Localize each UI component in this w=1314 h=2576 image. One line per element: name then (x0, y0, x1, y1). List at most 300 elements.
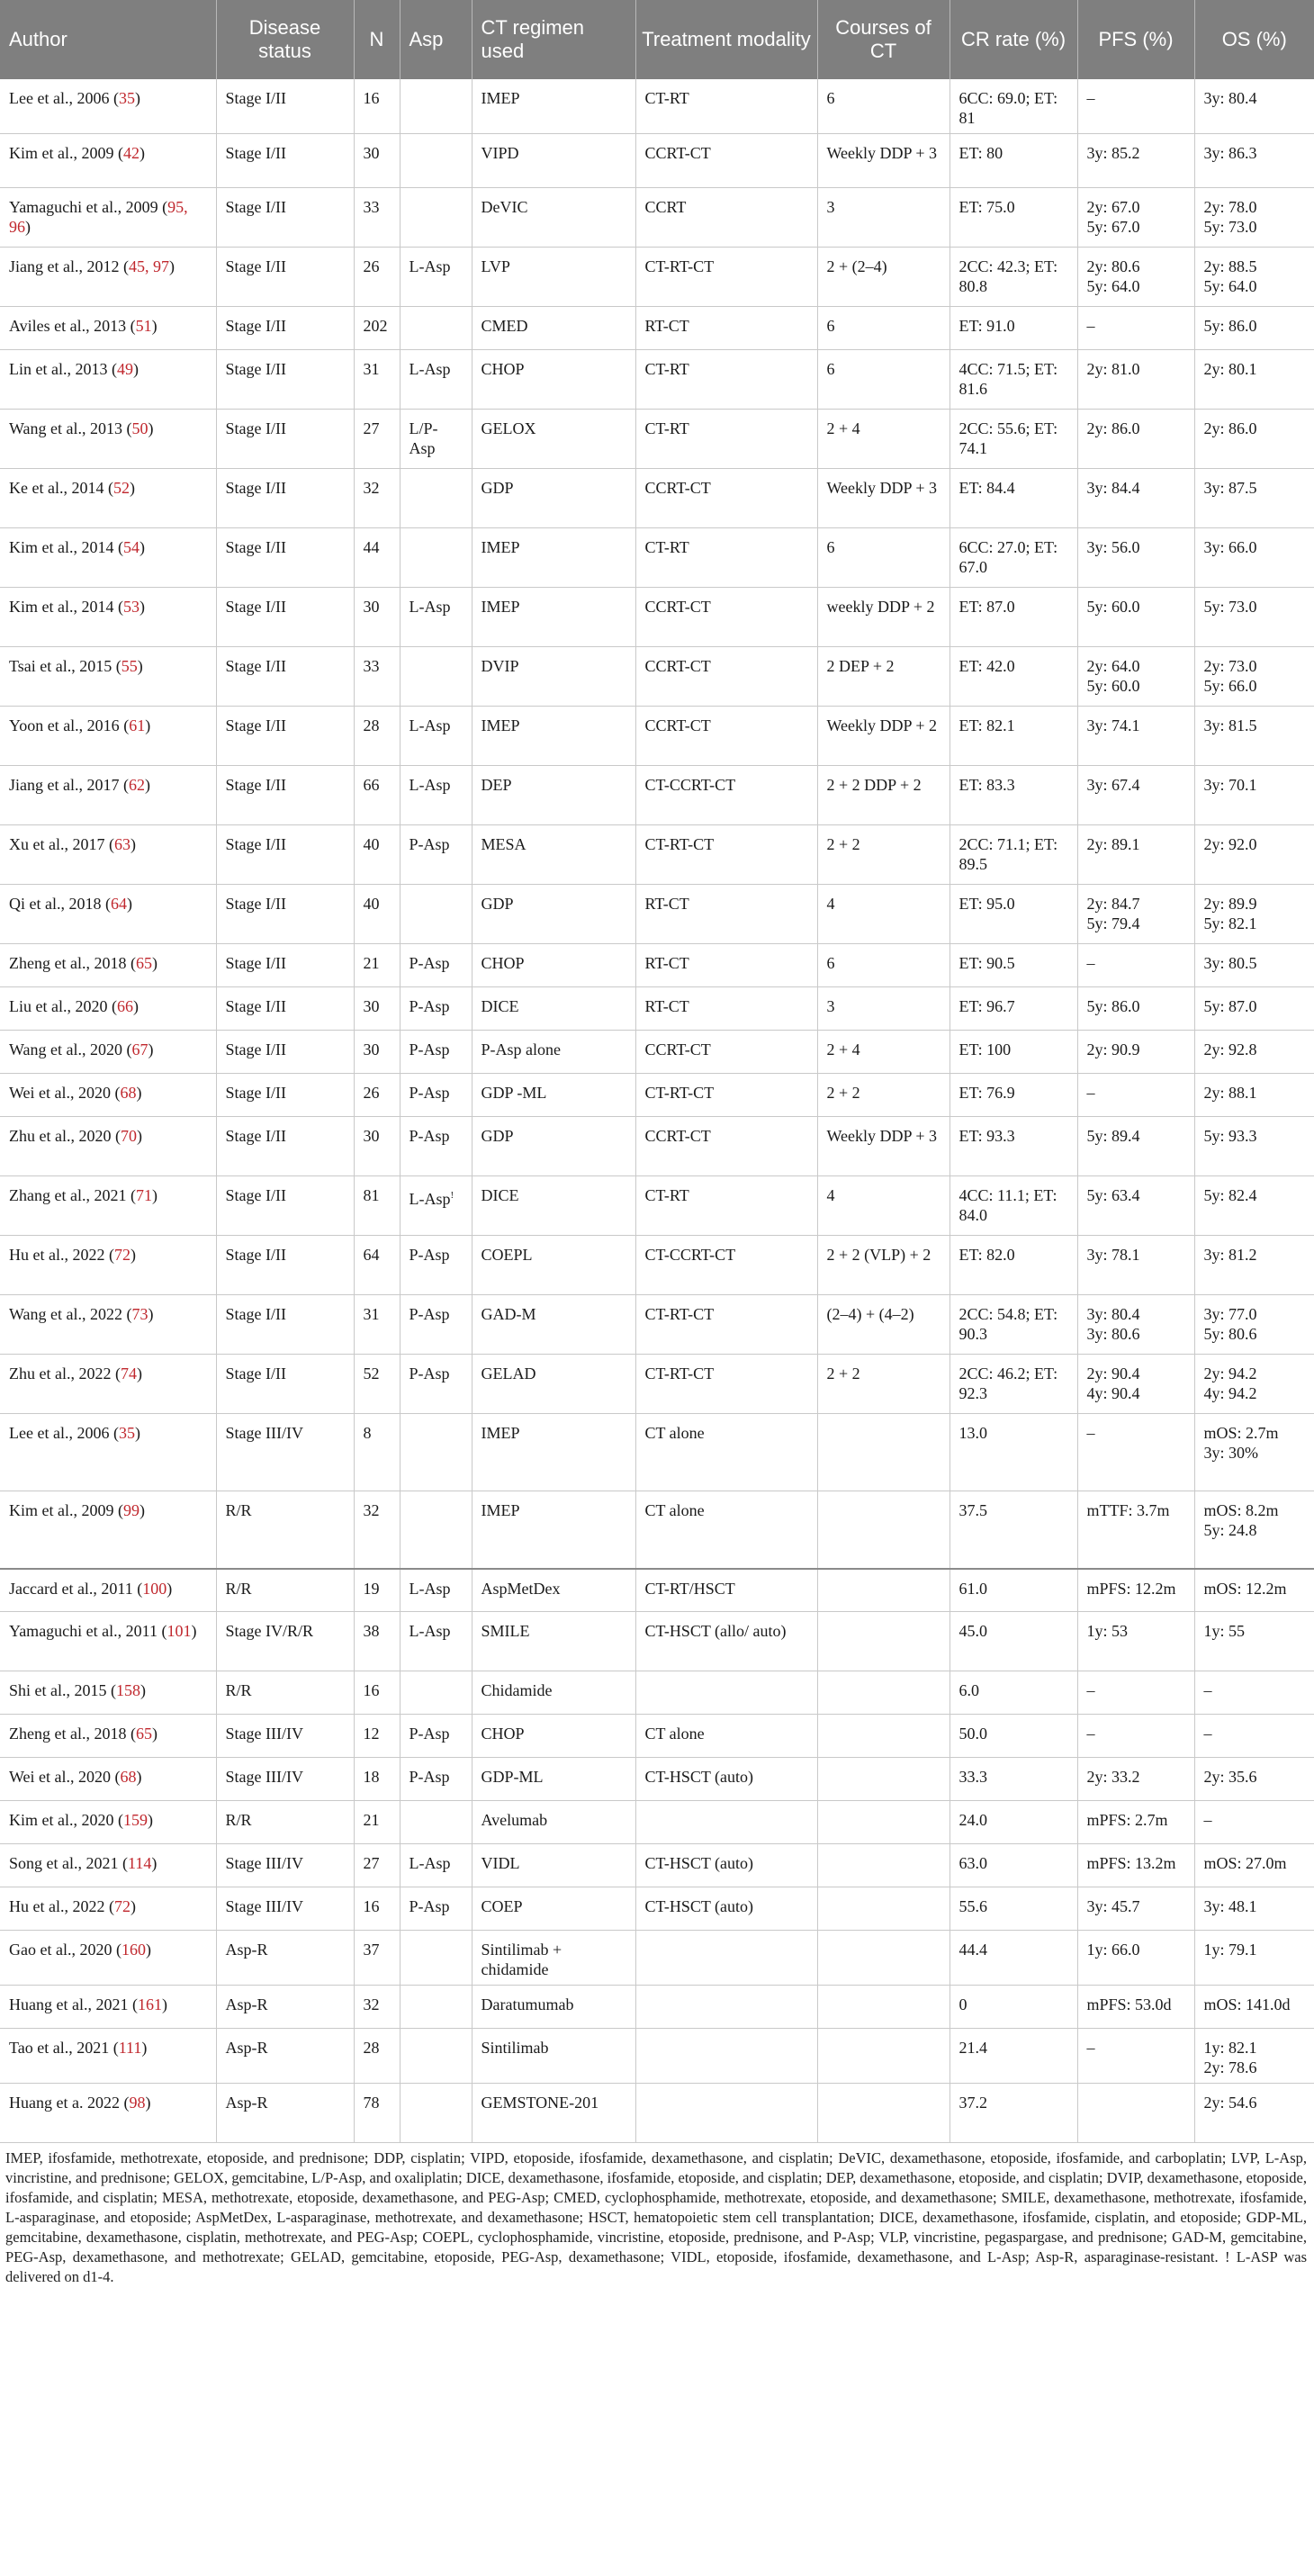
cell-pfs-text: mTTF: 3.7m (1086, 1501, 1170, 1519)
author-name: Kim et al., 2020 (9, 1811, 114, 1829)
cell-courses (817, 825, 950, 885)
cell-author: Lee et al., 2006 (35) (0, 79, 216, 134)
cell-disease-status-text: Stage I/II (225, 360, 286, 378)
author-name: Lin et al., 2013 (9, 360, 108, 378)
cell-ct-regimen-text: CMED (481, 317, 528, 335)
reference-link[interactable]: 159 (122, 1811, 148, 1829)
cell-courses-text: 2 + 2 (826, 1365, 860, 1383)
cell-ct-regimen-text: GDP (481, 1127, 514, 1145)
cell-os (1194, 825, 1314, 885)
cell-disease-status-text: Stage I/II (225, 657, 286, 675)
cell-os-text: 2y: 88.1 (1203, 1084, 1257, 1102)
cell-treatment-modality-text: CT-HSCT (allo/ auto) (644, 1622, 787, 1640)
cell-courses (817, 885, 950, 944)
cell-os-text: 2y: 80.1 (1203, 360, 1257, 378)
reference-link[interactable]: 61 (129, 716, 146, 734)
cell-treatment-modality-text: CT alone (644, 1725, 705, 1743)
cell-ct-regimen (472, 944, 635, 987)
cell-author: Jiang et al., 2012 (45, 97) (0, 248, 216, 307)
cell-disease-status (216, 1931, 354, 1986)
cell-author: Lee et al., 2006 (35) (0, 1414, 216, 1491)
cell-pfs-text: 3y: 74.1 (1086, 716, 1140, 734)
cell-asp (400, 1931, 472, 1986)
cell-asp-text: P-Asp (409, 1246, 450, 1264)
cell-treatment-modality (635, 134, 817, 188)
cell-author: Wang et al., 2022 (73) (0, 1295, 216, 1355)
reference-link[interactable]: 54 (122, 538, 140, 556)
cell-ct-regimen-text: DICE (481, 997, 519, 1015)
reference-link[interactable]: 52 (112, 479, 130, 497)
cell-cr-rate (950, 1295, 1077, 1355)
table-row (0, 1986, 1314, 2029)
cell-os-text: 2y: 35.6 (1203, 1768, 1257, 1786)
cell-cr-rate-text: ET: 76.9 (958, 1084, 1015, 1102)
cell-cr-rate-text: 4CC: 71.5; ET: 81.6 (958, 360, 1058, 398)
cell-n (354, 410, 400, 469)
cell-author: Lin et al., 2013 (49) (0, 350, 216, 410)
reference-link[interactable]: 98 (129, 2094, 146, 2112)
cell-ct-regimen (472, 1236, 635, 1295)
reference-link[interactable]: 68 (120, 1768, 137, 1786)
cell-pfs (1077, 1117, 1194, 1176)
cell-ct-regimen-text: GELOX (481, 419, 536, 437)
author-name: Jiang et al., 2017 (9, 776, 120, 794)
cell-ct-regimen-text: GDP -ML (481, 1084, 547, 1102)
cell-courses (817, 1295, 950, 1355)
cell-courses-text: 6 (826, 954, 835, 972)
cell-n-text: 28 (363, 716, 380, 734)
cell-os-text: 3y: 48.1 (1203, 1897, 1257, 1915)
cell-courses (817, 987, 950, 1031)
table-body (0, 79, 1314, 2143)
cell-courses (817, 1355, 950, 1414)
cell-treatment-modality-text: CCRT-CT (644, 1040, 711, 1058)
cell-n-text: 40 (363, 895, 380, 913)
footnote-marker: ! (450, 1190, 454, 1201)
cell-treatment-modality-text: RT-CT (644, 317, 689, 335)
cell-cr-rate-text: ET: 42.0 (958, 657, 1015, 675)
table-row (0, 410, 1314, 469)
cell-courses (817, 1569, 950, 1612)
reference-link[interactable]: 95, 96 (9, 198, 188, 236)
cell-asp-text: L-Asp (409, 1622, 451, 1640)
cell-treatment-modality (635, 248, 817, 307)
cell-n (354, 1715, 400, 1758)
cell-asp-text: P-Asp (409, 835, 450, 853)
reference-link[interactable]: 160 (121, 1941, 146, 1959)
cell-ct-regimen-text: MESA (481, 835, 526, 853)
author-name: Wang et al., 2020 (9, 1040, 123, 1058)
cell-pfs (1077, 134, 1194, 188)
table-row (0, 1569, 1314, 1612)
cell-treatment-modality (635, 1491, 817, 1569)
cell-cr-rate (950, 766, 1077, 825)
cell-pfs-text: 3y: 85.2 (1086, 144, 1140, 162)
cell-n-text: 27 (363, 1854, 380, 1872)
cell-courses (817, 350, 950, 410)
cell-os (1194, 1355, 1314, 1414)
reference-link[interactable]: 99 (122, 1501, 140, 1519)
cell-disease-status-text: Stage I/II (225, 1365, 286, 1383)
cell-cr-rate (950, 188, 1077, 248)
cell-courses-text: 6 (826, 89, 835, 107)
cell-os (1194, 188, 1314, 248)
cell-ct-regimen (472, 1355, 635, 1414)
cell-treatment-modality-text: CT-RT-CT (644, 257, 715, 275)
cell-treatment-modality (635, 1986, 817, 2029)
cell-n (354, 766, 400, 825)
cell-cr-rate-text: ET: 84.4 (958, 479, 1015, 497)
cell-asp (400, 528, 472, 588)
cell-disease-status (216, 134, 354, 188)
cell-courses (817, 2084, 950, 2143)
cell-treatment-modality (635, 1671, 817, 1715)
cell-author: Liu et al., 2020 (66) (0, 987, 216, 1031)
table-row (0, 1612, 1314, 1671)
cell-disease-status-text: Stage I/II (225, 1040, 286, 1058)
cell-disease-status (216, 1117, 354, 1176)
cell-os-text: 3y: 81.2 (1203, 1246, 1257, 1264)
cell-ct-regimen-text: DeVIC (481, 198, 528, 216)
cell-asp (400, 134, 472, 188)
cell-os (1194, 707, 1314, 766)
cell-ct-regimen (472, 885, 635, 944)
cell-cr-rate-text: ET: 87.0 (958, 598, 1015, 616)
cell-os (1194, 248, 1314, 307)
cell-asp-text: P-Asp (409, 954, 450, 972)
author-name: Kim et al., 2014 (9, 538, 114, 556)
reference-link[interactable]: 66 (116, 997, 133, 1015)
author-name: Zhu et al., 2022 (9, 1365, 112, 1383)
reference-link[interactable]: 68 (120, 1084, 137, 1102)
cell-os-text: mOS: 2.7m 3y: 30% (1203, 1424, 1279, 1462)
reference-link[interactable]: 114 (128, 1854, 152, 1872)
reference-link[interactable]: 158 (116, 1681, 140, 1699)
cell-disease-status (216, 1295, 354, 1355)
cell-ct-regimen-text: GEMSTONE-201 (481, 2094, 599, 2112)
cell-pfs (1077, 1715, 1194, 1758)
cell-os (1194, 1031, 1314, 1074)
cell-n-text: 32 (363, 1995, 380, 2013)
cell-ct-regimen (472, 134, 635, 188)
cell-treatment-modality-text: CT-CCRT-CT (644, 1246, 736, 1264)
cell-os (1194, 944, 1314, 987)
cell-cr-rate-text: ET: 93.3 (958, 1127, 1015, 1145)
cell-treatment-modality (635, 1801, 817, 1844)
cell-n-text: 18 (363, 1768, 380, 1786)
cell-os-text: 3y: 81.5 (1203, 716, 1257, 734)
cell-pfs (1077, 1074, 1194, 1117)
cell-treatment-modality (635, 1414, 817, 1491)
cell-pfs (1077, 350, 1194, 410)
cell-pfs (1077, 766, 1194, 825)
author-name: Zhu et al., 2020 (9, 1127, 112, 1145)
reference-link[interactable]: 71 (135, 1186, 152, 1204)
cell-courses (817, 1414, 950, 1491)
cell-asp (400, 1491, 472, 1569)
cell-pfs-text: 2y: 90.9 (1086, 1040, 1140, 1058)
cell-os-text: mOS: 12.2m (1203, 1579, 1287, 1598)
cell-disease-status (216, 1612, 354, 1671)
cell-pfs-text: – (1086, 1725, 1095, 1743)
cell-asp (400, 588, 472, 647)
reference-link[interactable]: 64 (110, 895, 127, 913)
cell-disease-status-text: Asp-R (225, 1995, 268, 2013)
cell-os-text: 2y: 89.9 5y: 82.1 (1203, 895, 1257, 932)
cell-n-text: 21 (363, 954, 380, 972)
cell-treatment-modality-text: CCRT-CT (644, 479, 711, 497)
cell-disease-status (216, 1758, 354, 1801)
cell-asp (400, 248, 472, 307)
cell-author: Yoon et al., 2016 (61) (0, 707, 216, 766)
cell-n (354, 1931, 400, 1986)
cell-author: Zheng et al., 2018 (65) (0, 944, 216, 987)
reference-link[interactable]: 42 (122, 144, 140, 162)
author-name: Lee et al., 2006 (9, 89, 110, 107)
cell-ct-regimen (472, 1031, 635, 1074)
reference-link[interactable]: 65 (135, 1725, 152, 1743)
cell-treatment-modality (635, 1074, 817, 1117)
cell-n (354, 1491, 400, 1569)
table-row (0, 248, 1314, 307)
table-row (0, 1844, 1314, 1887)
reference-link[interactable]: 161 (137, 1995, 162, 2013)
cell-ct-regimen (472, 987, 635, 1031)
cell-cr-rate (950, 528, 1077, 588)
cell-os-text: 1y: 55 (1203, 1622, 1246, 1640)
cell-ct-regimen (472, 410, 635, 469)
cell-os-text: 3y: 80.4 (1203, 89, 1257, 107)
cell-asp (400, 188, 472, 248)
reference-link[interactable]: 53 (122, 598, 140, 616)
cell-os (1194, 1715, 1314, 1758)
cell-os-text: 3y: 87.5 (1203, 479, 1257, 497)
cell-treatment-modality-text: CT-RT/HSCT (644, 1579, 735, 1598)
reference-link[interactable]: 101 (166, 1622, 192, 1640)
cell-treatment-modality-text: CT-HSCT (auto) (644, 1768, 754, 1786)
cell-disease-status-text: R/R (225, 1811, 252, 1829)
cell-asp (400, 2084, 472, 2143)
cell-n-text: 31 (363, 360, 380, 378)
cell-cr-rate (950, 944, 1077, 987)
reference-link[interactable]: 74 (120, 1365, 137, 1383)
table-row (0, 944, 1314, 987)
cell-ct-regimen-text: Chidamide (481, 1681, 553, 1699)
cell-author: Hu et al., 2022 (72) (0, 1887, 216, 1931)
cell-os (1194, 1491, 1314, 1569)
cell-disease-status-text: R/R (225, 1579, 252, 1598)
cell-treatment-modality (635, 885, 817, 944)
reference-link[interactable]: 111 (118, 2039, 142, 2057)
cell-n-text: 30 (363, 598, 380, 616)
reference-link[interactable]: 100 (142, 1579, 167, 1598)
author-name: Kim et al., 2014 (9, 598, 114, 616)
cell-ct-regimen (472, 825, 635, 885)
cell-n (354, 350, 400, 410)
cell-courses (817, 410, 950, 469)
cell-os (1194, 1671, 1314, 1715)
cell-asp (400, 647, 472, 707)
reference-link[interactable]: 35 (118, 1424, 135, 1442)
cell-asp-text: L-Asp (409, 1190, 451, 1208)
cell-treatment-modality (635, 944, 817, 987)
cell-n-text: 30 (363, 144, 380, 162)
cell-courses (817, 944, 950, 987)
cell-n (354, 825, 400, 885)
cell-disease-status-text: Stage I/II (225, 1246, 286, 1264)
cell-cr-rate (950, 885, 1077, 944)
cell-author: Wei et al., 2020 (68) (0, 1074, 216, 1117)
cell-n-text: 16 (363, 1897, 380, 1915)
col-header-treatment-modality: Treatment modality (635, 0, 817, 79)
cell-courses-text: (2–4) + (4–2) (826, 1305, 914, 1323)
cell-os-text: 5y: 73.0 (1203, 598, 1257, 616)
cell-courses-text: Weekly DDP + 3 (826, 479, 938, 497)
cell-ct-regimen-text: GDP (481, 895, 514, 913)
author-name: Huang et al., 2021 (9, 1995, 129, 2013)
table-header-row (0, 0, 1314, 79)
cell-cr-rate-text: 61.0 (958, 1579, 987, 1598)
cell-courses-text: Weekly DDP + 3 (826, 144, 938, 162)
cell-treatment-modality-text: CT alone (644, 1424, 705, 1442)
reference-link[interactable]: 63 (113, 835, 130, 853)
cell-asp (400, 1117, 472, 1176)
cell-author: Tao et al., 2021 (111) (0, 2029, 216, 2084)
cell-os-text: mOS: 27.0m (1203, 1854, 1287, 1872)
cell-os-text: 5y: 93.3 (1203, 1127, 1257, 1145)
reference-link[interactable]: 67 (131, 1040, 148, 1058)
cell-n (354, 588, 400, 647)
cell-treatment-modality (635, 410, 817, 469)
cell-n-text: 64 (363, 1246, 380, 1264)
cell-n-text: 12 (363, 1725, 380, 1743)
cell-pfs-text: 2y: 84.7 5y: 79.4 (1086, 895, 1140, 932)
cell-cr-rate-text: 44.4 (958, 1941, 987, 1959)
reference-link[interactable]: 73 (131, 1305, 148, 1323)
reference-link[interactable]: 51 (135, 317, 152, 335)
cell-pfs (1077, 944, 1194, 987)
cell-treatment-modality-text: CCRT-CT (644, 657, 711, 675)
cell-pfs (1077, 1844, 1194, 1887)
cell-ct-regimen-text: VIPD (481, 144, 519, 162)
cell-cr-rate (950, 2084, 1077, 2143)
reference-link[interactable]: 45, 97 (128, 257, 169, 275)
cell-os (1194, 588, 1314, 647)
cell-disease-status (216, 307, 354, 350)
cell-courses-text: 6 (826, 538, 835, 556)
cell-cr-rate (950, 1491, 1077, 1569)
cell-os (1194, 987, 1314, 1031)
cell-ct-regimen (472, 1176, 635, 1236)
cell-os (1194, 1887, 1314, 1931)
cell-author: Jaccard et al., 2011 (100) (0, 1569, 216, 1612)
cell-os (1194, 885, 1314, 944)
cell-pfs (1077, 307, 1194, 350)
cell-disease-status (216, 1986, 354, 2029)
cell-ct-regimen (472, 707, 635, 766)
cell-cr-rate-text: ET: 80 (958, 144, 1004, 162)
reference-link[interactable]: 72 (113, 1897, 130, 1915)
cell-pfs-text: 2y: 33.2 (1086, 1768, 1140, 1786)
cell-treatment-modality (635, 1031, 817, 1074)
cell-asp-text: L-Asp (409, 716, 451, 734)
cell-disease-status-text: Stage I/II (225, 716, 286, 734)
cell-disease-status (216, 1176, 354, 1236)
table-row (0, 1236, 1314, 1295)
cell-author: Jiang et al., 2017 (62) (0, 766, 216, 825)
cell-courses (817, 1931, 950, 1986)
cell-pfs-text: – (1086, 317, 1095, 335)
cell-cr-rate-text: 21.4 (958, 2039, 987, 2057)
reference-link[interactable]: 55 (121, 657, 138, 675)
cell-n (354, 647, 400, 707)
reference-link[interactable]: 72 (113, 1246, 130, 1264)
cell-disease-status-text: R/R (225, 1681, 252, 1699)
cell-os (1194, 307, 1314, 350)
cell-asp (400, 1612, 472, 1671)
cell-ct-regimen-text: SMILE (481, 1622, 530, 1640)
reference-link[interactable]: 35 (118, 89, 135, 107)
cell-asp (400, 79, 472, 134)
cell-cr-rate (950, 1715, 1077, 1758)
reference-link[interactable]: 49 (116, 360, 133, 378)
reference-link[interactable]: 65 (135, 954, 152, 972)
cell-pfs (1077, 1887, 1194, 1931)
cell-author: Kim et al., 2020 (159) (0, 1801, 216, 1844)
cell-cr-rate (950, 1887, 1077, 1931)
cell-pfs-text: 2y: 86.0 (1086, 419, 1140, 437)
cell-disease-status (216, 825, 354, 885)
cell-author: Hu et al., 2022 (72) (0, 1236, 216, 1295)
cell-cr-rate-text: 37.5 (958, 1501, 987, 1519)
cell-treatment-modality (635, 987, 817, 1031)
cell-asp-text: P-Asp (409, 1084, 450, 1102)
cell-cr-rate-text: 45.0 (958, 1622, 987, 1640)
cell-os-text: 2y: 92.8 (1203, 1040, 1257, 1058)
cell-ct-regimen (472, 1671, 635, 1715)
table-row (0, 1671, 1314, 1715)
cell-os-text: 2y: 86.0 (1203, 419, 1257, 437)
cell-ct-regimen (472, 1986, 635, 2029)
cell-n (354, 1801, 400, 1844)
cell-cr-rate-text: 2CC: 46.2; ET: 92.3 (958, 1365, 1058, 1402)
cell-disease-status-text: Stage I/II (225, 776, 286, 794)
cell-treatment-modality (635, 469, 817, 528)
cell-courses (817, 1801, 950, 1844)
cell-courses (817, 647, 950, 707)
cell-ct-regimen (472, 469, 635, 528)
cell-courses-text: 2 + 2 (VLP) + 2 (826, 1246, 932, 1264)
cell-pfs-text: 2y: 81.0 (1086, 360, 1140, 378)
author-name: Tsai et al., 2015 (9, 657, 112, 675)
cell-ct-regimen (472, 1414, 635, 1491)
reference-link[interactable]: 50 (131, 419, 148, 437)
cell-courses-text: 2 + 4 (826, 1040, 860, 1058)
cell-n (354, 885, 400, 944)
cell-cr-rate-text: 24.0 (958, 1811, 987, 1829)
cell-asp (400, 1236, 472, 1295)
reference-link[interactable]: 62 (128, 776, 145, 794)
cell-cr-rate-text: 6.0 (958, 1681, 979, 1699)
reference-link[interactable]: 70 (120, 1127, 137, 1145)
cell-pfs (1077, 707, 1194, 766)
cell-n-text: 44 (363, 538, 380, 556)
cell-asp (400, 885, 472, 944)
cell-treatment-modality-text: CCRT-CT (644, 144, 711, 162)
cell-ct-regimen-text: CHOP (481, 954, 525, 972)
cell-ct-regimen (472, 1758, 635, 1801)
cell-n (354, 1176, 400, 1236)
